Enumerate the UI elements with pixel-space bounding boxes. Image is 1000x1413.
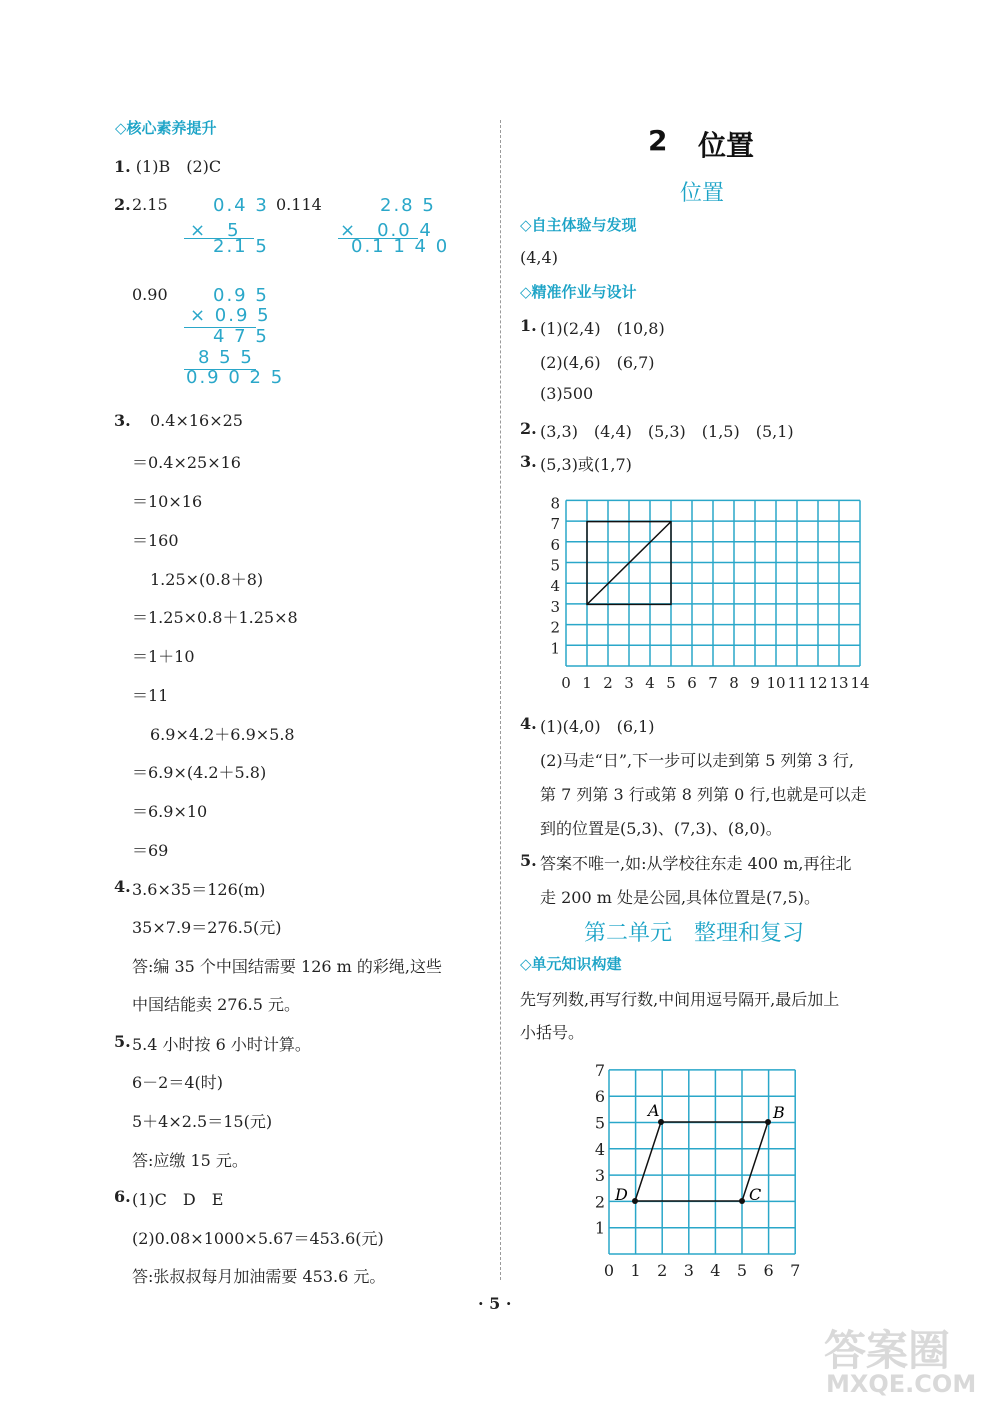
r-q3-text: (5,3)或(1,7) xyxy=(540,455,632,474)
r-q4-number: 4. xyxy=(520,714,537,733)
point-d xyxy=(632,1198,638,1204)
q2c-result: 0.90 xyxy=(132,285,168,304)
label-d: D xyxy=(615,1185,628,1204)
q5-line3: 5＋4×2.5＝15(元) xyxy=(132,1112,273,1131)
y-tick-label: 8 xyxy=(550,494,560,513)
label-b: B xyxy=(773,1103,785,1122)
x-tick-label: 0 xyxy=(603,1261,615,1280)
watermark-logo: 答案圈 xyxy=(824,1326,951,1375)
q3-line4: ＝160 xyxy=(132,531,179,550)
q2a-calc-line1: 0.4 3 xyxy=(213,195,269,216)
q2b-result: 0.114 xyxy=(276,195,322,214)
q2c-calc-line2: × 0.9 5 xyxy=(190,305,271,326)
watermark-url: MXQE.COM xyxy=(826,1370,977,1398)
y-tick-label: 7 xyxy=(550,515,560,534)
q2c-calc-line5: 0.9 0 2 5 xyxy=(186,367,285,388)
q3-number: 3. xyxy=(114,411,131,430)
y-tick-label: 4 xyxy=(594,1139,605,1159)
q4-line4: 中国结能卖 276.5 元。 xyxy=(132,995,300,1014)
q3-line5: 1.25×(0.8＋8) xyxy=(150,570,264,589)
q2-number: 2. xyxy=(114,195,131,214)
q-number: 1. xyxy=(114,157,131,176)
x-tick-label: 4 xyxy=(710,1261,721,1280)
q6-number: 6. xyxy=(114,1187,131,1206)
r-q1-line1: (1)(2,4) (10,8) xyxy=(540,319,665,338)
q3-line11: ＝6.9×10 xyxy=(132,802,208,821)
r-q1-number: 1. xyxy=(520,316,537,335)
r-q4-line2: (2)马走“日”,下一步可以走到第 5 列第 3 行, xyxy=(540,751,854,770)
r-q4-line4: 到的位置是(5,3)、(7,3)、(8,0)。 xyxy=(540,819,782,838)
q4-line3: 答:编 35 个中国结需要 126 m 的彩绳,这些 xyxy=(132,957,442,976)
x-tick-label: 3 xyxy=(683,1261,694,1280)
x-tick-label: 11 xyxy=(787,674,807,692)
review-line1: 先写列数,再写行数,中间用逗号隔开,最后加上 xyxy=(520,990,840,1009)
q6-line1: (1)C D E xyxy=(132,1190,224,1209)
x-tick-label: 7 xyxy=(790,1261,801,1280)
y-tick-label: 5 xyxy=(550,556,560,575)
point-b xyxy=(765,1119,771,1125)
q2a-calc-line3: 2.1 5 xyxy=(213,236,269,257)
y-tick-label: 5 xyxy=(594,1113,605,1133)
r-q4-line3: 第 7 列第 3 行或第 8 列第 0 行,也就是可以走 xyxy=(540,785,867,804)
y-tick-label: 6 xyxy=(550,535,560,554)
x-tick-label: 10 xyxy=(766,674,786,692)
q2a-calc-line2: × 5 xyxy=(190,220,241,241)
q2b-calc-line1: 2.8 5 xyxy=(380,195,436,216)
lesson-title: 位置 xyxy=(680,181,725,206)
x-tick-label: 4 xyxy=(645,674,655,692)
x-tick-label: 7 xyxy=(708,674,718,692)
q3-line1: 0.4×16×25 xyxy=(150,411,243,430)
x-tick-label: 6 xyxy=(763,1261,774,1280)
r-q5-number: 5. xyxy=(520,851,537,870)
column-divider xyxy=(500,120,501,1280)
q3-line12: ＝69 xyxy=(132,841,169,860)
section-title-review: ◇单元知识构建 xyxy=(520,955,622,973)
r-q2-text: (3,3) (4,4) (5,3) (1,5) (5,1) xyxy=(540,422,794,441)
y-tick-label: 1 xyxy=(594,1218,605,1238)
page-number: · 5 · xyxy=(478,1294,512,1313)
q5-number: 5. xyxy=(114,1032,131,1051)
q4-line2: 35×7.9＝276.5(元) xyxy=(132,918,282,937)
grid-chart-2 xyxy=(585,1060,815,1280)
y-tick-label: 4 xyxy=(550,577,560,596)
x-tick-label: 12 xyxy=(808,674,828,692)
y-tick-label: 2 xyxy=(594,1192,605,1212)
y-tick-label: 7 xyxy=(594,1060,605,1080)
r-q5-line1: 答案不唯一,如:从学校往东走 400 m,再往北 xyxy=(540,854,852,873)
x-tick-label: 13 xyxy=(829,674,849,692)
q-text: (1)B (2)C xyxy=(135,157,222,176)
x-tick-label: 0 xyxy=(561,674,571,692)
q4-line1: 3.6×35＝126(m) xyxy=(132,880,266,899)
r-q2-number: 2. xyxy=(520,419,537,438)
x-tick-label: 5 xyxy=(666,674,676,692)
q5-line1: 5.4 小时按 6 小时计算。 xyxy=(132,1035,311,1054)
y-tick-label: 3 xyxy=(594,1166,605,1186)
y-tick-label: 1 xyxy=(550,639,560,658)
q2c-calc-line3: 4 7 5 xyxy=(213,326,269,347)
explore-answer: (4,4) xyxy=(520,248,558,267)
unit-number: 2 xyxy=(648,124,668,157)
r-q5-line2: 走 200 m 处是公园,具体位置是(7,5)。 xyxy=(540,888,820,907)
r-q4-line1: (1)(4,0) (6,1) xyxy=(540,717,655,736)
q6-line3: 答:张叔叔每月加油需要 453.6 元。 xyxy=(132,1267,386,1286)
q2b-calc-line2: × 0.0 4 xyxy=(340,220,433,241)
x-tick-label: 2 xyxy=(603,674,613,692)
section-title-explore: ◇自主体验与发现 xyxy=(520,216,637,234)
q3-line3: ＝10×16 xyxy=(132,492,203,511)
y-tick-label: 2 xyxy=(550,618,560,637)
q3-line10: ＝6.9×(4.2＋5.8) xyxy=(132,763,267,782)
q5-line4: 答:应缴 15 元。 xyxy=(132,1151,248,1170)
review-line2: 小括号。 xyxy=(520,1023,585,1042)
point-c xyxy=(739,1198,745,1204)
label-c: C xyxy=(749,1185,762,1204)
x-tick-label: 2 xyxy=(657,1261,668,1280)
x-tick-label: 3 xyxy=(624,674,634,692)
q2a-result: 2.15 xyxy=(132,195,168,214)
q5-line2: 6－2＝4(时) xyxy=(132,1073,224,1092)
x-tick-label: 14 xyxy=(850,674,870,692)
x-tick-label: 1 xyxy=(630,1261,641,1280)
section-title-core: ◇核心素养提升 xyxy=(115,119,217,137)
q3-line9: 6.9×4.2＋6.9×5.8 xyxy=(150,725,295,744)
r-q3-number: 3. xyxy=(520,452,537,471)
q4-number: 4. xyxy=(114,877,131,896)
q2b-calc-line3: 0.1 1 4 0 xyxy=(351,236,450,257)
y-tick-label: 6 xyxy=(594,1087,605,1107)
x-tick-label: 5 xyxy=(736,1261,748,1280)
section-title-homework: ◇精准作业与设计 xyxy=(520,283,637,301)
label-a: A xyxy=(648,1101,660,1120)
r-q1-line3: (3)500 xyxy=(540,384,594,403)
x-tick-label: 9 xyxy=(750,674,760,692)
q2c-calc-line1: 0.9 5 xyxy=(213,285,269,306)
r-q1-line2: (2)(4,6) (6,7) xyxy=(540,353,655,372)
q3-line8: ＝11 xyxy=(132,686,169,705)
x-tick-label: 6 xyxy=(687,674,697,692)
review-title: 第二单元 整理和复习 xyxy=(584,921,805,946)
q2c-calc-line4: 8 5 5 xyxy=(198,347,254,368)
unit-title: 位置 xyxy=(698,129,755,162)
x-tick-label: 1 xyxy=(582,674,592,692)
q3-line7: ＝1＋10 xyxy=(132,647,195,666)
q3-line2: ＝0.4×25×16 xyxy=(132,453,241,472)
q6-line2: (2)0.08×1000×5.67＝453.6(元) xyxy=(132,1229,384,1248)
y-tick-label: 3 xyxy=(550,597,560,616)
grid-chart-1 xyxy=(540,490,880,700)
q3-line6: ＝1.25×0.8＋1.25×8 xyxy=(132,608,298,627)
x-tick-label: 8 xyxy=(729,674,739,692)
q1-left xyxy=(114,154,221,177)
